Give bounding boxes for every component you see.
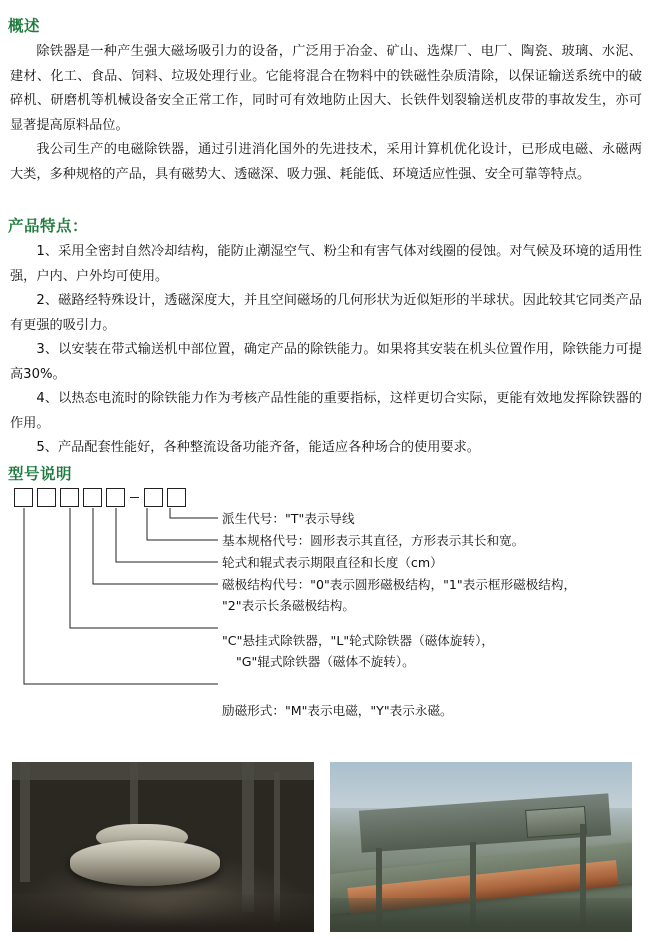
model-designation-diagram	[0, 488, 652, 718]
feature-paragraph: 2、磁路经特殊设计，透磁深度大，并且空间磁场的几何形状为近似矩形的半球状。因此较其它同类产品有更强的吸引力。	[10, 293, 642, 333]
suspended-electromagnetic-separator-photo	[12, 762, 314, 932]
model-code-box	[14, 488, 33, 507]
model-heading: 型号说明	[8, 465, 73, 483]
feature-paragraph: 4、以热态电流时的除铁能力作为考核产品性能的重要指标，这样更切合实际，更能有效地发挥除铁器的作用。	[10, 391, 642, 431]
legend-item-wheel-roller: 轮式和辊式表示期限直径和长度（cm）	[222, 555, 443, 570]
feature-paragraph: 1、采用全密封自然冷却结构，能防止潮湿空气、粉尘和有害气体对线圈的侵蚀。对气候及环境的适用性强，户内、户外均可使用。	[10, 244, 642, 284]
feature-paragraph: 3、以安装在带式输送机中部位置，确定产品的除铁能力。如果将其安装在机头位置作用，除铁能力可提高30%。	[10, 342, 642, 382]
feature-paragraph: 5、产品配套性能好，各种整流设备功能齐备，能适应各种场合的使用要求。	[36, 440, 480, 455]
model-code-box	[60, 488, 79, 507]
model-code-box	[37, 488, 56, 507]
model-code-box	[106, 488, 125, 507]
features-heading: 产品特点：	[8, 217, 89, 235]
legend-item-type	[222, 618, 642, 686]
legend-item-type-line1: "C"悬挂式除铁器，"L"轮式除铁器（磁体旋转），	[222, 633, 494, 648]
overview-paragraph: 除铁器是一种产生强大磁场吸引力的设备，广泛用于冶金、矿山、选煤厂、电厂、陶瓷、玻璃、水泥、建材、化工、食品、饲料、垃圾处理行业。它能将混合在物料中的铁磁性杂质清除，以保证输送系统中的破碎机、研磨机等机械设备安全正常工作，同时可有效地防止因大、长铁件划裂输送机皮带的事故发生，亦可显著提高原料品位。	[10, 44, 642, 133]
overview-paragraph: 我公司生产的电磁除铁器，通过引进消化国外的先进技术，采用计算机优化设计，已形成电磁、永磁两大类，多种规格的产品，具有磁势大、透磁深、吸力强、耗能低、环境适应性强、安全可靠等特点。	[10, 142, 642, 182]
belt-conveyor-separator-photo	[330, 762, 632, 932]
legend-item-type-line2: "G"辊式除铁器（磁体不旋转）。	[236, 654, 415, 669]
legend-item-pole-structure	[222, 574, 642, 618]
model-code-boxes	[14, 488, 186, 507]
model-code-box	[144, 488, 163, 507]
legend-item-pole-structure-line1: 磁极结构代号："0"表示圆形磁极结构，"1"表示框形磁极结构，	[222, 577, 577, 592]
model-code-box	[167, 488, 186, 507]
photo-gallery	[12, 762, 646, 932]
model-legend	[222, 508, 642, 721]
legend-item-basic-spec: 基本规格代号：圆形表示其直径，方形表示其长和宽。	[222, 533, 525, 548]
model-code-box	[83, 488, 102, 507]
legend-item-excitation: 励磁形式："M"表示电磁，"Y"表示永磁。	[222, 703, 453, 718]
model-code-separator	[130, 497, 139, 498]
legend-item-pole-structure-line2: "2"表示长条磁极结构。	[222, 598, 355, 613]
features-body	[10, 240, 642, 461]
overview-body	[10, 40, 642, 187]
legend-item-derivative: 派生代号："T"表示导线	[222, 511, 355, 526]
overview-heading: 概述	[8, 17, 41, 35]
